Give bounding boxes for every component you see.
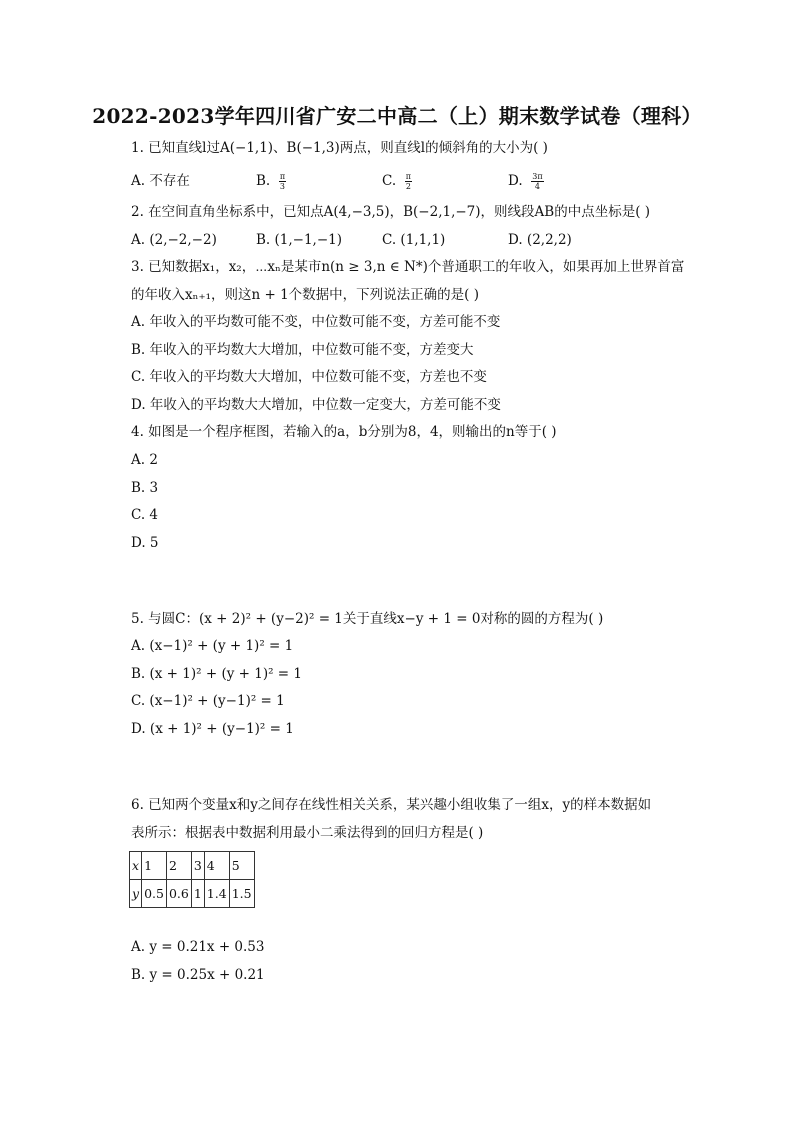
q1-option-c-den: 2 <box>405 182 411 191</box>
q1-option-b <box>256 171 286 191</box>
table-cell: 3 <box>191 852 204 880</box>
q3-stem-line2: 的年收入xₙ₊₁，则这n + 1个数据中，下列说法正确的是( ) <box>131 287 479 303</box>
q4-option-d: D. 5 <box>131 535 159 551</box>
q2-stem: 2. 在空间直角坐标系中，已知点A(4,−3,5)，B(−2,1,−7)，则线段AB的中点坐标是( ) <box>131 204 651 220</box>
q6-option-a: A. y = 0.21x + 0.53 <box>131 939 265 955</box>
q5-option-c: C. (x−1)² + (y−1)² = 1 <box>131 693 285 709</box>
q3-stem-line1: 3. 已知数据x₁，x₂，⋯xₙ是某市n(n ≥ 3,n ∈ N*)个普通职工的年收入，如果再加上世界首富 <box>131 259 685 275</box>
q3-option-a: A. 年收入的平均数可能不变，中位数可能不变，方差可能不变 <box>131 314 501 330</box>
q6-stem-line2: 表所示：根据表中数据利用最小二乘法得到的回归方程是( ) <box>131 825 484 841</box>
q2-option-d: D. (2,2,2) <box>508 232 572 248</box>
q3-option-c: C. 年收入的平均数大大增加，中位数可能不变，方差也不变 <box>131 369 487 385</box>
table-cell: 0.5 <box>142 880 167 908</box>
q4-option-b: B. 3 <box>131 480 159 496</box>
table-cell: x <box>130 852 142 880</box>
table-cell: 5 <box>229 852 254 880</box>
q1-option-c-fraction <box>405 172 412 191</box>
q4-option-c: C. 4 <box>131 507 159 523</box>
q2-option-c: C. (1,1,1) <box>382 232 446 248</box>
q5-stem: 5. 与圆C：(x + 2)² + (y−2)² = 1关于直线x−y + 1 = 0对称的圆的方程为( ) <box>131 611 604 627</box>
table-cell: 1 <box>191 880 204 908</box>
table-cell: y <box>130 880 142 908</box>
q5-option-a: A. (x−1)² + (y + 1)² = 1 <box>131 638 294 654</box>
q6-stem-line1: 6. 已知两个变量x和y之间存在线性相关关系，某兴趣小组收集了一组x，y的样本数据如 <box>131 797 652 813</box>
q1-option-c-prefix: C. <box>382 173 397 189</box>
q5-option-d: D. (x + 1)² + (y−1)² = 1 <box>131 721 294 737</box>
q3-option-d: D. 年收入的平均数大大增加，中位数一定变大，方差可能不变 <box>131 397 501 413</box>
q1-option-d-prefix: D. <box>508 173 523 189</box>
table-cell: 0.6 <box>166 880 191 908</box>
q5-option-b: B. (x + 1)² + (y + 1)² = 1 <box>131 666 302 682</box>
q1-option-d-num: 3π <box>532 172 543 181</box>
q1-option-c-num: π <box>405 172 411 181</box>
q1-option-d <box>508 171 544 191</box>
q1-option-d-den: 4 <box>534 182 540 191</box>
q1-option-d-fraction <box>531 172 543 191</box>
q6-option-b: B. y = 0.25x + 0.21 <box>131 967 265 983</box>
table-cell: 1 <box>142 852 167 880</box>
q3-option-b: B. 年收入的平均数大大增加，中位数可能不变，方差变大 <box>131 342 474 358</box>
q1-option-b-prefix: B. <box>256 173 271 189</box>
table-cell: 1.5 <box>229 880 254 908</box>
q2-option-b: B. (1,−1,−1) <box>256 232 343 248</box>
q1-option-b-num: π <box>279 172 286 181</box>
table-cell: 4 <box>204 852 229 880</box>
table-cell: 2 <box>166 852 191 880</box>
q1-option-c <box>382 171 412 191</box>
table-cell: 1.4 <box>204 880 229 908</box>
page-title: 2022-2023学年四川省广安二中高二（上）期末数学试卷（理科） <box>92 104 702 128</box>
q1-option-b-fraction <box>279 172 286 191</box>
q4-option-a: A. 2 <box>131 452 158 468</box>
q6-data-table <box>129 851 255 908</box>
q1-option-b-den: 3 <box>279 182 285 191</box>
table-row-x <box>130 852 255 880</box>
q1-stem: 1. 已知直线l过A(−1,1)、B(−1,3)两点，则直线l的倾斜角的大小为( ) <box>131 140 548 156</box>
q4-stem: 4. 如图是一个程序框图，若输入的a，b分别为8，4，则输出的n等于( ) <box>131 424 557 440</box>
table-row-y <box>130 880 255 908</box>
q2-option-a: A. (2,−2,−2) <box>131 232 217 248</box>
q1-option-a: A. 不存在 <box>131 173 190 189</box>
